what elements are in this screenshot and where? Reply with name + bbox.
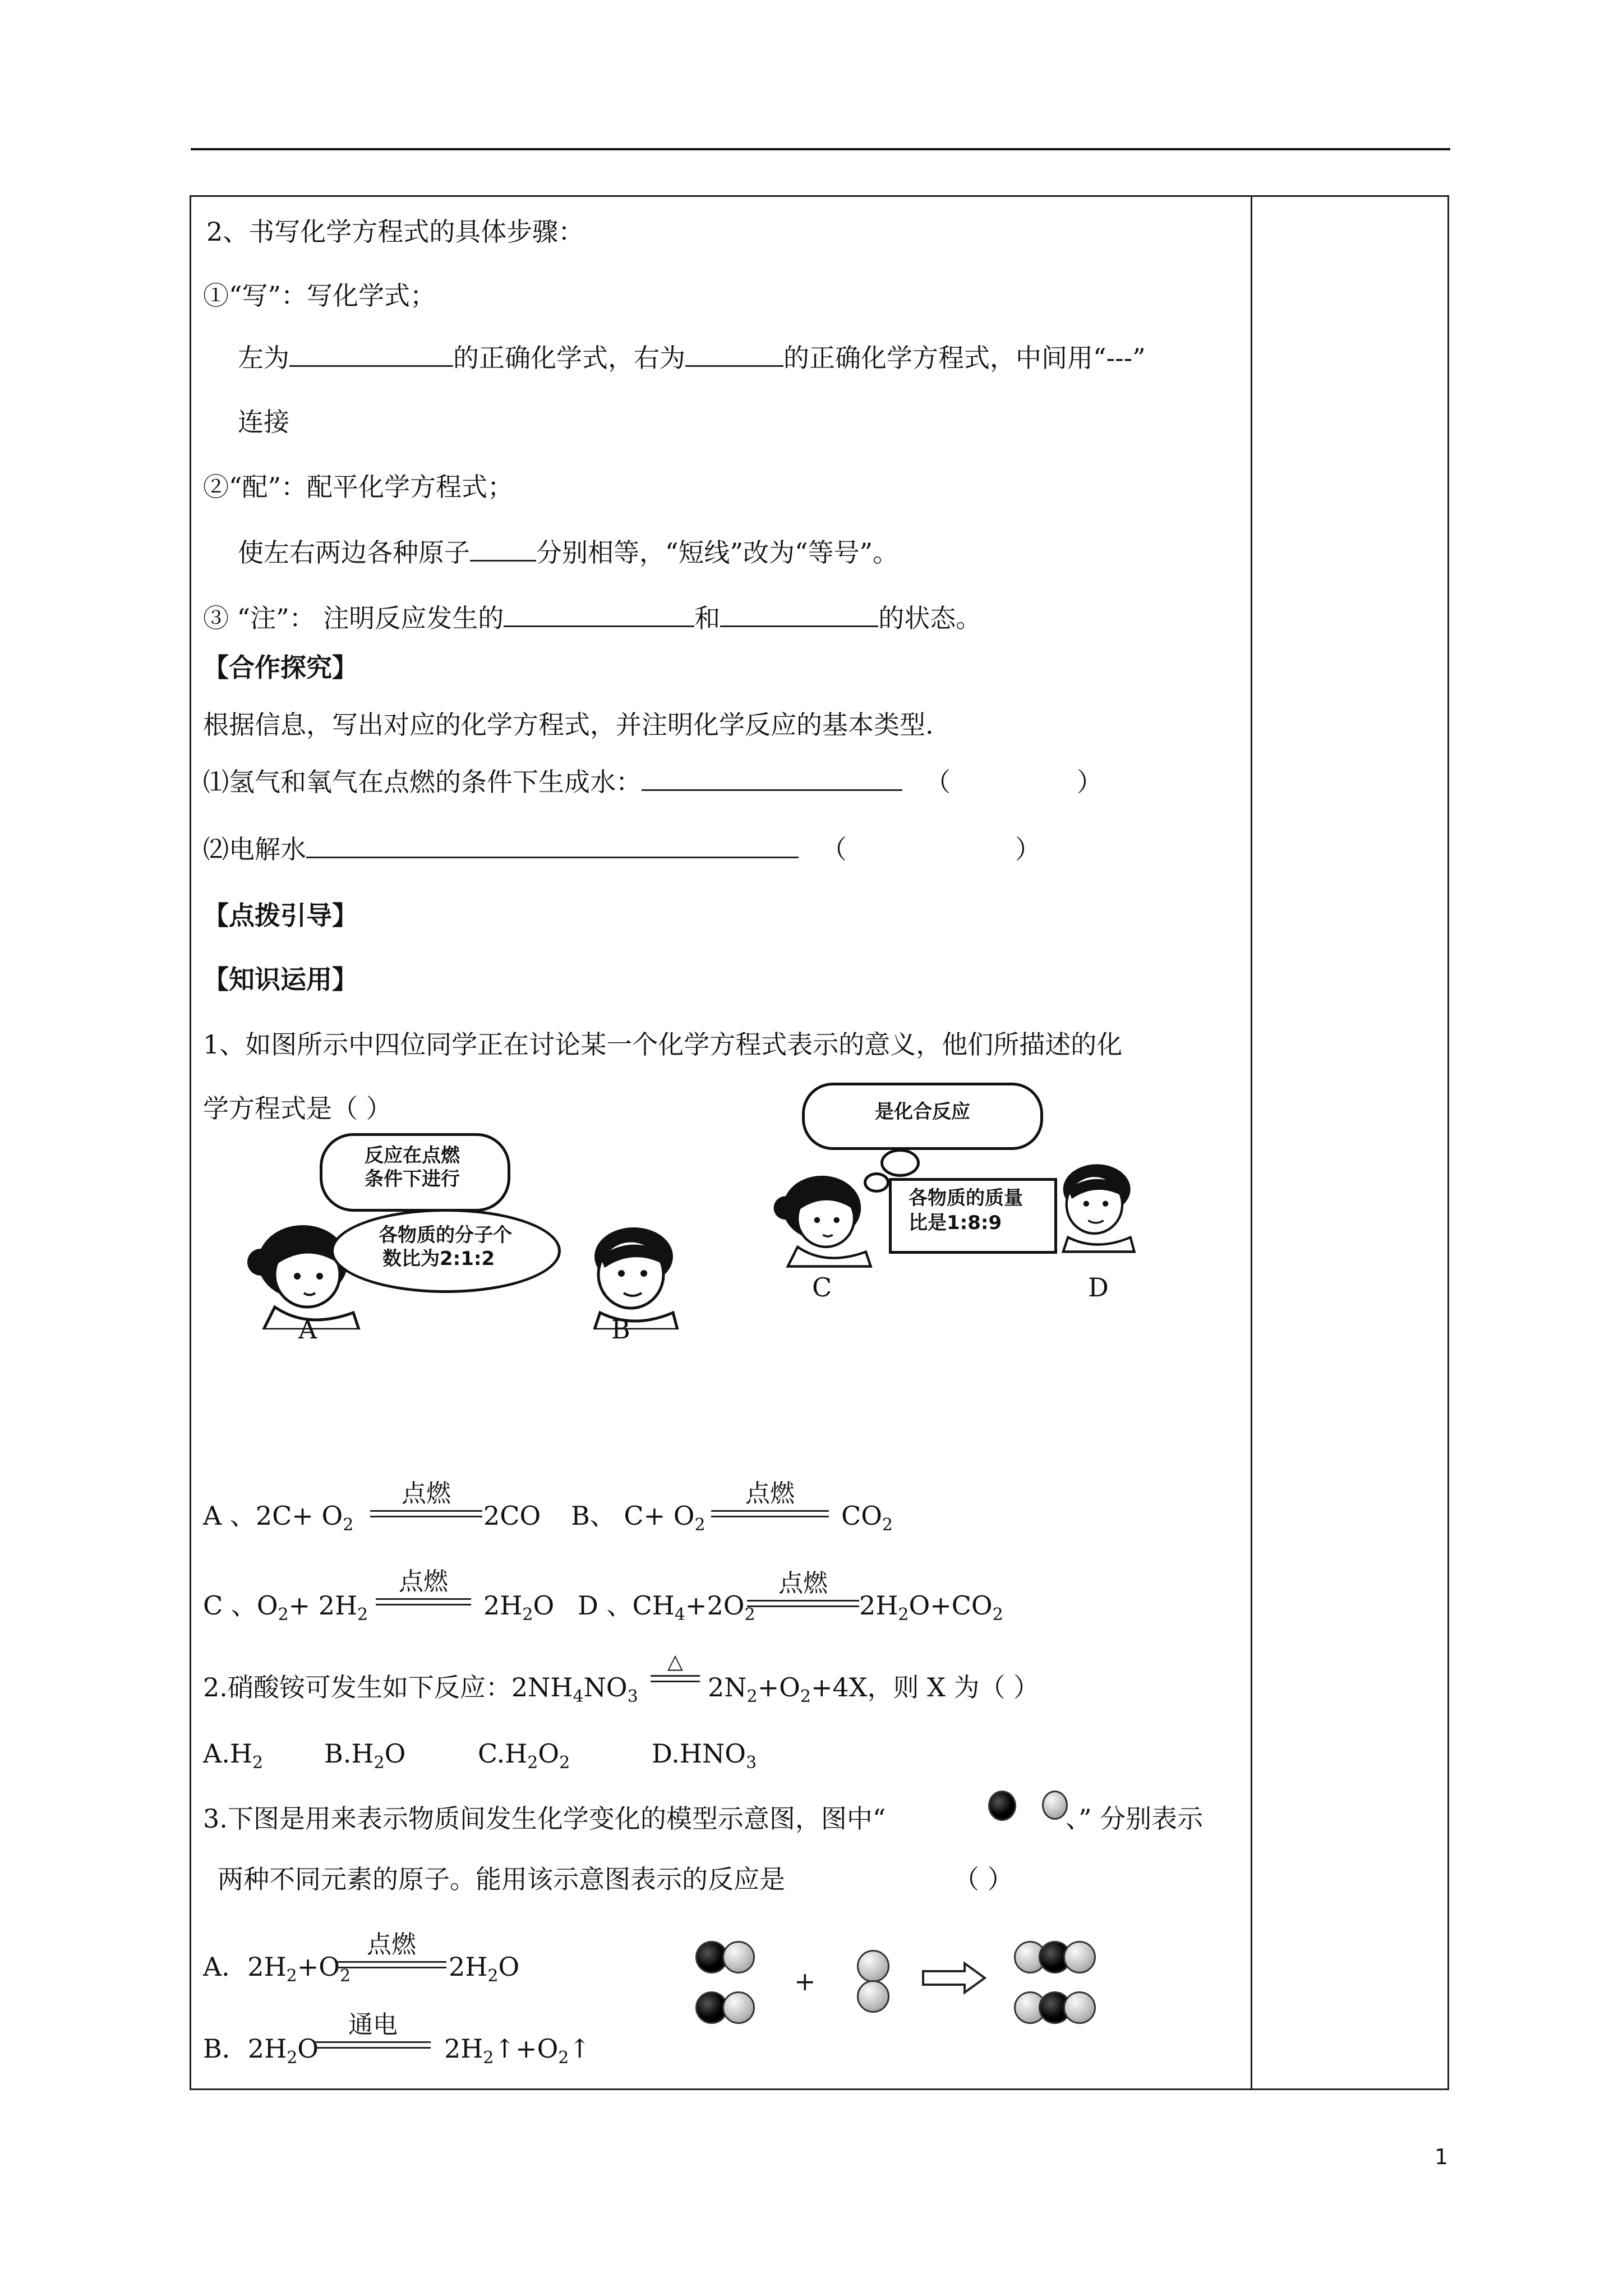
- table-column-divider: [1251, 195, 1252, 2088]
- condition-heat: △: [651, 1648, 700, 1688]
- q2-option-d: $D.HNO_3$: [652, 1738, 757, 1773]
- option-d: D 、$CH_4+2O_2$: [578, 1590, 755, 1625]
- reactant-atom: [857, 1950, 889, 1982]
- bubble-d-line1: 各物质的质量: [909, 1187, 1023, 1209]
- blank-products[interactable]: [685, 342, 783, 367]
- coop-q1: ⑴氢气和氧气在点燃的条件下生成水： （ ）: [203, 767, 1103, 797]
- condition-electric-q3b: 通电: [315, 2011, 431, 2051]
- condition-ignite-q3a: 点燃: [336, 1931, 446, 1971]
- apply-q3-line1a: 3.下图是用来表示物质间发生化学变化的模型示意图，图中“: [203, 1803, 886, 1834]
- option-b-product: $CO_2$: [841, 1501, 893, 1535]
- label-d: D: [1088, 1272, 1109, 1303]
- option-d-product: $2H_2O+CO_2$: [859, 1590, 1003, 1625]
- boy-b-icon: [578, 1223, 695, 1329]
- option-a: A 、$2C+ O_2$: [203, 1501, 354, 1535]
- apply-q3-line1b: 、” 分别表示: [1066, 1803, 1204, 1834]
- bubble-a-line1: 反应在点燃: [365, 1144, 460, 1167]
- blank-condition[interactable]: [504, 602, 694, 627]
- q2-option-b: $B.H_2O$: [324, 1738, 406, 1773]
- plus-sign: +: [794, 1966, 816, 1996]
- apply-q1-line2: 学方程式是（ ）: [203, 1093, 392, 1124]
- blank-state[interactable]: [720, 602, 878, 627]
- step-balance-detail: 使左右两边各种原子 分别相等，“短线”改为“等号”。: [238, 537, 899, 568]
- answer-q1-equation[interactable]: [642, 766, 902, 791]
- answer-q2-equation[interactable]: [306, 833, 799, 858]
- reactant-atom: [722, 1941, 755, 1973]
- q3-option-a: A．$2H_2+O_2$: [203, 1952, 351, 1986]
- condition-ignite-b: 点燃: [711, 1480, 829, 1520]
- product-atom: [1063, 1941, 1096, 1973]
- page-number: 1: [1435, 2145, 1449, 2169]
- option-c-product: $2H_2O$: [483, 1590, 555, 1625]
- label-b: B: [611, 1314, 630, 1345]
- apply-q2: 2.硝酸铵可发生如下反应：$2NH_4NO_3$: [203, 1672, 638, 1706]
- apply-q2-rest: $2N_2+O_2+4X$，则 X 为（ ）: [708, 1672, 1040, 1706]
- steps-title: 2、书写化学方程式的具体步骤：: [206, 217, 584, 247]
- apply-q3-line2: 两种不同元素的原子。能用该示意图表示的反应是: [218, 1864, 785, 1894]
- q2-option-c: $C.H_2O_2$: [478, 1738, 570, 1773]
- q3-option-a-product: $2H_2O$: [449, 1952, 520, 1986]
- step-write: ①“写”：写化学式；: [203, 280, 436, 311]
- molecule-diagram: [695, 1930, 1110, 2042]
- header-rule: [191, 148, 1450, 150]
- coop-heading: 【合作探究】: [203, 652, 358, 683]
- blank-reactants[interactable]: [289, 342, 453, 367]
- reactant-atom: [722, 1991, 755, 2024]
- arrow-right-icon: [921, 1961, 988, 1995]
- bubble-b-line1: 各物质的分子个: [379, 1224, 512, 1246]
- step-write-detail: 左为 的正确化学式，右为 的正确化学方程式，中间用“---”: [238, 343, 1146, 373]
- label-a: A: [298, 1314, 317, 1345]
- option-b: B、 $C+ O_2$: [571, 1501, 706, 1535]
- grey-atom-icon: [1042, 1791, 1068, 1820]
- product-atom: [1063, 1991, 1096, 2024]
- q3-option-b-product: $2H_2↑+O_2↑$: [444, 2033, 591, 2068]
- option-c: C 、$O_2+ 2H_2$: [203, 1590, 368, 1625]
- boy-d-icon: [1049, 1150, 1150, 1262]
- thought-dot-1: [880, 1149, 920, 1177]
- step-note: ③ “注”： 注明反应发生的 和 的状态。: [203, 603, 982, 633]
- bubble-c-text: 是化合反应: [875, 1101, 970, 1123]
- coop-q2: ⑵电解水 （ ）: [203, 834, 1041, 864]
- option-a-product: 2CO: [483, 1501, 541, 1531]
- apply-q1-line1: 1、如图所示中四位同学正在讨论某一个化学方程式表示的意义，他们所描述的化: [203, 1029, 1123, 1060]
- cartoon-cd: [768, 1083, 1150, 1290]
- condition-ignite-d: 点燃: [747, 1570, 859, 1610]
- bubble-a-line2: 条件下进行: [365, 1168, 460, 1190]
- coop-intro: 根据信息，写出对应的化学方程式，并注明化学反应的基本类型.: [203, 710, 934, 740]
- apply-q3-paren: （ ）: [953, 1864, 1013, 1894]
- bubble-b-line2: 数比为2:1:2: [382, 1248, 495, 1270]
- blank-atoms[interactable]: [470, 536, 536, 562]
- black-atom-icon: [988, 1791, 1016, 1821]
- girl-c-icon: [768, 1167, 880, 1273]
- condition-ignite-c: 点燃: [376, 1568, 471, 1608]
- q2-option-a: $A.H_2$: [203, 1738, 264, 1773]
- step-balance: ②“配”：配平化学方程式；: [203, 472, 514, 502]
- bubble-d-line2: 比是1:8:9: [909, 1212, 1002, 1234]
- step-write-connect: 连接: [238, 407, 289, 437]
- guide-heading: 【点拨引导】: [203, 900, 358, 931]
- label-c: C: [812, 1272, 832, 1303]
- apply-heading: 【知识运用】: [203, 964, 358, 995]
- reactant-atom: [857, 1980, 889, 2013]
- q3-option-b: B．$2H_2O$: [203, 2033, 319, 2068]
- condition-ignite-a: 点燃: [370, 1480, 482, 1520]
